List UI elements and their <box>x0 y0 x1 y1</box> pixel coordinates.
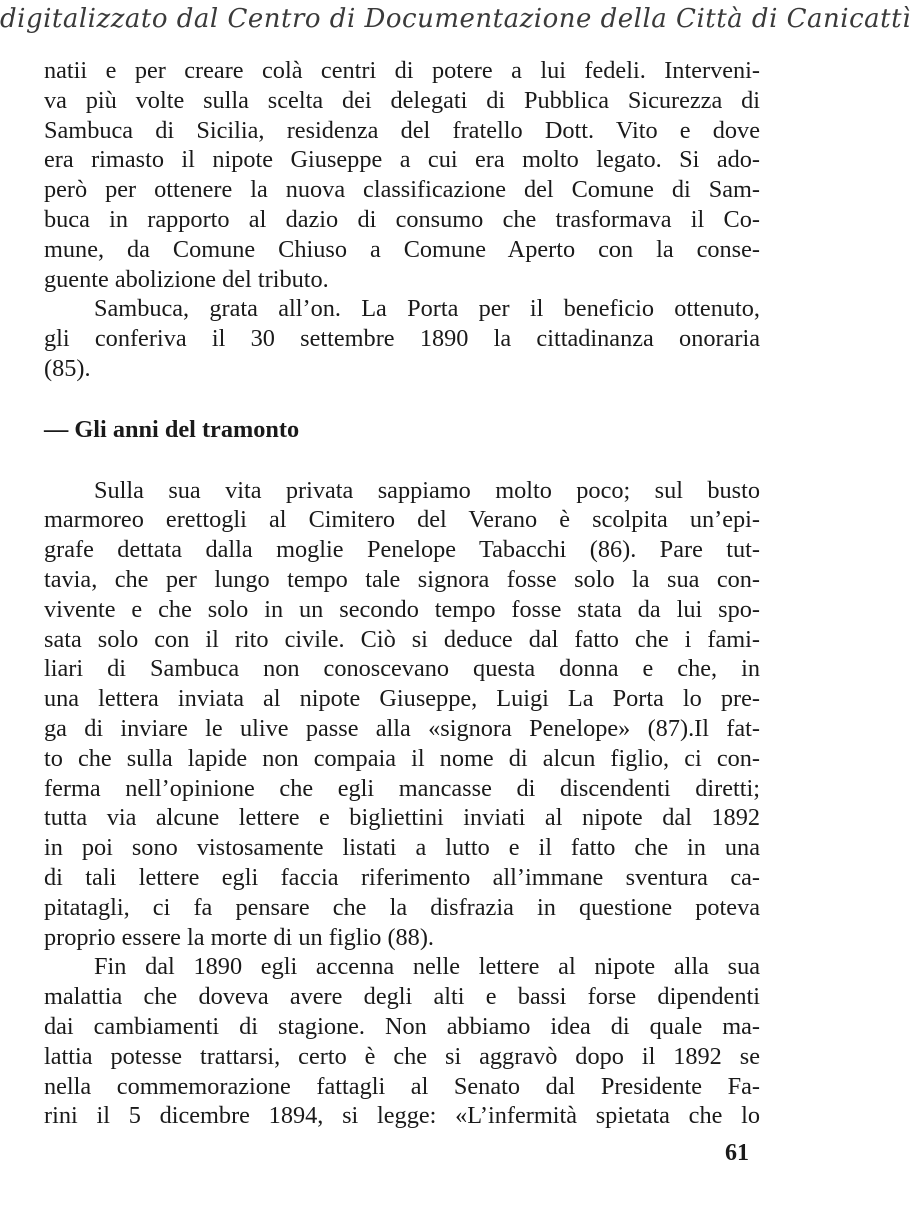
text-line: tavia, che per lungo tempo tale signora fosse solo la sua con- <box>44 565 760 593</box>
text-line: liari di Sambuca non conoscevano questa donna e che, in <box>44 655 760 683</box>
page-number: 61 <box>725 1140 749 1166</box>
text-line: pitatagli, ci fa pensare che la disfrazia in questione poteva <box>44 893 760 921</box>
text-line: gli conferiva il 30 settembre 1890 la cittadinanza onoraria <box>44 325 760 353</box>
text-line: proprio essere la morte di un figlio (88). <box>44 923 434 951</box>
text-line: rini il 5 dicembre 1894, si legge: «L’infermità spietata che lo <box>44 1102 760 1130</box>
paragraph <box>44 56 760 294</box>
text-line: Fin dal 1890 egli accenna nelle lettere al nipote alla sua <box>94 953 760 981</box>
text-line: dai cambiamenti di stagione. Non abbiamo idea di quale ma- <box>44 1012 760 1040</box>
text-line: sata solo con il rito civile. Ciò si deduce dal fatto che i fami- <box>44 625 760 653</box>
text-line: guente abolizione del tributo. <box>44 265 329 293</box>
spacer <box>44 384 760 415</box>
text-line: Sambuca di Sicilia, residenza del fratello Dott. Vito e dove <box>44 116 760 144</box>
text-line: natii e per creare colà centri di potere a lui fedeli. Interveni- <box>44 57 760 84</box>
page-body <box>44 56 760 1131</box>
text-line: ga di inviare le ulive passe alla «signora Penelope» (87).Il fat- <box>44 714 760 742</box>
text-line: Sambuca, grata all’on. La Porta per il beneficio ottenuto, <box>94 295 760 323</box>
text-line: ferma nell’opinione che egli mancasse di discendenti diretti; <box>44 774 760 802</box>
text-line: marmoreo erettogli al Cimitero del Verano è scolpita un’epi- <box>44 506 760 534</box>
text-line: nella commemorazione fattagli al Senato dal Presidente Fa- <box>44 1072 760 1100</box>
section-heading: — Gli anni del tramonto <box>44 415 300 443</box>
text-line: vivente e che solo in un secondo tempo fosse stata da lui spo- <box>44 595 760 623</box>
text-line: lattia potesse trattarsi, certo è che si aggravò dopo il 1892 se <box>44 1042 760 1070</box>
text-line: buca in rapporto al dazio di consumo che trasformava il Co- <box>44 205 760 233</box>
text-line: malattia che doveva avere degli alti e bassi forse dipendenti <box>44 983 760 1011</box>
text-line: tutta via alcune lettere e bigliettini inviati al nipote dal 1892 <box>44 804 760 832</box>
text-line: va più volte sulla scelta dei delegati di Pubblica Sicurezza di <box>44 86 760 114</box>
text-line: però per ottenere la nuova classificazione del Comune di Sam- <box>44 176 760 204</box>
text-line: una lettera inviata al nipote Giuseppe, Luigi La Porta lo pre- <box>44 685 760 713</box>
text-line: in poi sono vistosamente listati a lutto e il fatto che in una <box>44 834 760 862</box>
spacer <box>44 445 760 476</box>
paragraph <box>44 952 760 1131</box>
text-line: grafe dettata dalla moglie Penelope Tabacchi (86). Pare tut- <box>44 536 760 564</box>
paragraph <box>44 294 760 383</box>
text-line: di tali lettere egli faccia riferimento all’immane sventura ca- <box>44 863 760 891</box>
paragraph <box>44 476 760 953</box>
text-line: to che sulla lapide non compaia il nome di alcun figlio, ci con- <box>44 744 760 772</box>
text-line: (85). <box>44 354 91 382</box>
text-line: era rimasto il nipote Giuseppe a cui era molto legato. Si ado- <box>44 146 760 174</box>
digitization-watermark: digitalizzato dal Centro di Documentazione della Città di Canicattì <box>0 4 911 34</box>
text-line: Sulla sua vita privata sappiamo molto poco; sul busto <box>94 476 760 504</box>
text-line: mune, da Comune Chiuso a Comune Aperto con la conse- <box>44 235 760 263</box>
